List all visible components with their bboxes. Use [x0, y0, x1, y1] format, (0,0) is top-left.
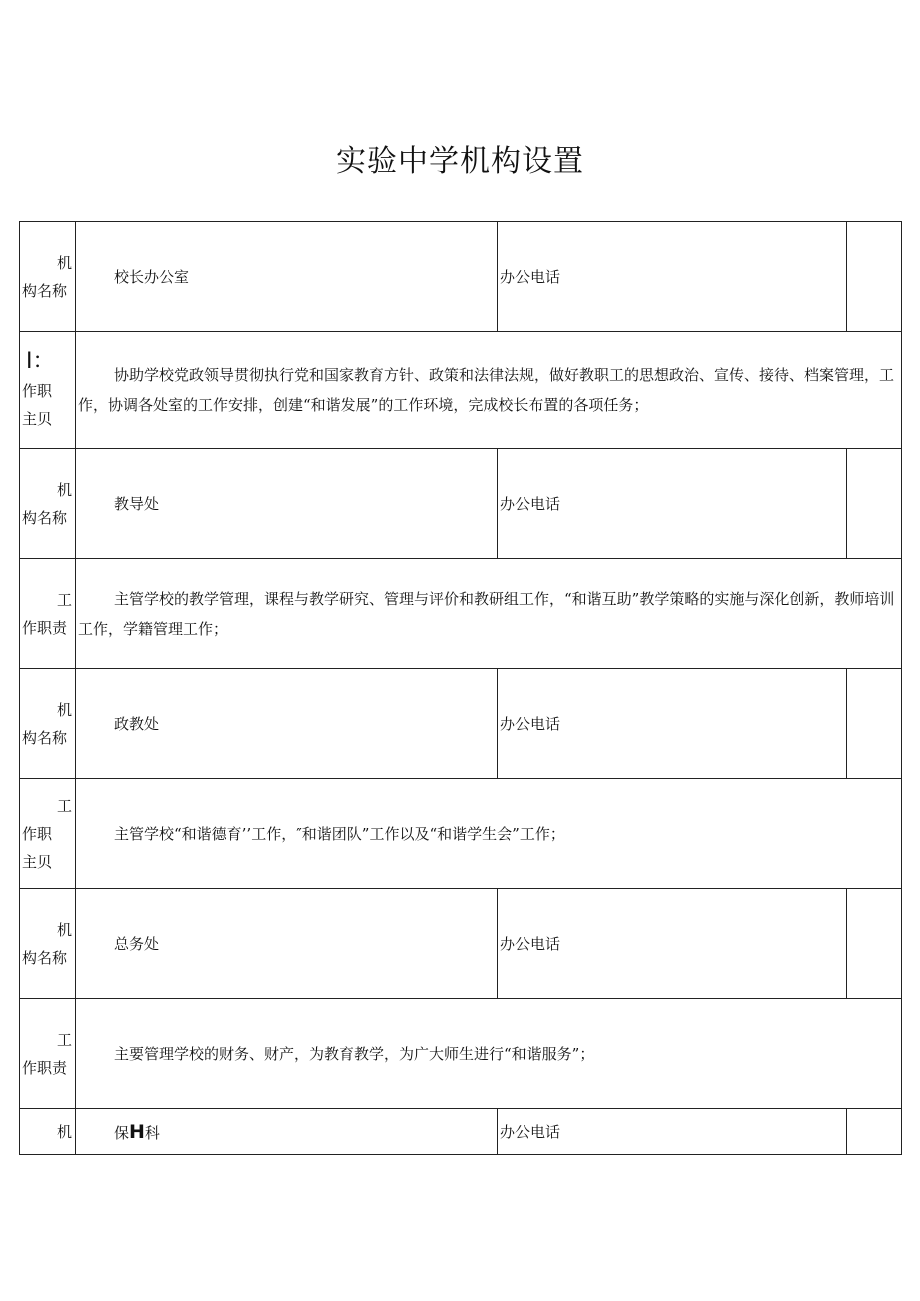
phone-value-cell: [847, 449, 902, 559]
phone-label: 办公电话: [498, 669, 847, 779]
table-row: [20, 889, 902, 999]
table-row: [20, 449, 902, 559]
duty-label-cell: [20, 999, 76, 1109]
phone-label: 办公电话: [498, 1109, 847, 1155]
duty-label-line-2: 作职责: [22, 1058, 68, 1077]
phone-value-cell: [847, 889, 902, 999]
name-label-line-1: 机: [56, 1122, 72, 1141]
duty-label-line-3: 主贝: [22, 410, 53, 428]
duty-text: 主要管理学校的财务、财产，为教育教学，为广大师生进行“和谐服务”；: [76, 999, 902, 1109]
table-row: [20, 779, 902, 889]
phone-label: 办公电话: [498, 449, 847, 559]
duty-text: 主管学校“和谐德育’’工作，″和谐团队”工作以及“和谐学生会”工作；: [76, 779, 902, 889]
department-name: [76, 1109, 498, 1155]
table-row: [20, 669, 902, 779]
duty-text: 协助学校党政领导贯彻执行党和国家教育方针、政策和法律法规，做好教职工的思想政治、宣传、接待、档案管理，工作，协调各处室的工作安排，创建“和谐发展”的工作环境，完成校长布置的各项任务；: [76, 332, 902, 449]
duty-label-line-1: 工: [56, 1030, 72, 1049]
department-name: 政教处: [76, 669, 498, 779]
table-row: [20, 332, 902, 449]
name-label-line-2: 构名称: [22, 948, 68, 967]
name-label-line-2: 构名称: [22, 728, 68, 747]
duty-label-line-1: 工: [56, 590, 72, 609]
duty-label-line-2: 作职: [22, 824, 53, 843]
name-label-line-2: 构名称: [22, 281, 68, 300]
name-label-line-1: 机: [56, 253, 72, 272]
duty-label-cell: [20, 559, 76, 669]
phone-label: 办公电话: [498, 222, 847, 332]
department-name: 教导处: [76, 449, 498, 559]
duty-label-line-1: I：: [26, 349, 55, 374]
department-name: 校长办公室: [76, 222, 498, 332]
phone-value-cell: [847, 222, 902, 332]
name-label-line-1: 机: [56, 700, 72, 719]
table-row: [20, 559, 902, 669]
organization-table: [19, 221, 902, 1155]
department-name: 总务处: [76, 889, 498, 999]
name-label-cell: [20, 222, 76, 332]
department-name-part-3: 科: [144, 1123, 160, 1142]
duty-label-cell: [20, 332, 76, 449]
department-name-part-1: 保: [114, 1123, 130, 1142]
name-label-cell: [20, 889, 76, 999]
duty-text: 主管学校的教学管理，课程与教学研究、管理与评价和教研组工作，“和谐互助”教学策略的实施与深化创新，教师培训工作，学籍管理工作；: [76, 559, 902, 669]
name-label-cell: [20, 449, 76, 559]
phone-value-cell: [847, 1109, 902, 1155]
duty-label-cell: [20, 779, 76, 889]
duty-label-line-1: 工: [56, 796, 72, 815]
duty-label-line-2: 作职责: [22, 618, 68, 637]
phone-label: 办公电话: [498, 889, 847, 999]
phone-value-cell: [847, 669, 902, 779]
table-row: [20, 1109, 902, 1155]
name-label-cell: [20, 1109, 76, 1155]
table-row: [20, 999, 902, 1109]
table-row: [20, 222, 902, 332]
duty-label-line-3: 主贝: [22, 852, 53, 871]
name-label-line-1: 机: [56, 480, 72, 499]
name-label-line-2: 构名称: [22, 508, 68, 527]
duty-label-line-2: 作职: [22, 382, 53, 400]
page-title: 实验中学机构设置: [336, 144, 584, 179]
name-label-line-1: 机: [56, 920, 72, 939]
department-name-part-2: H: [129, 1120, 145, 1143]
name-label-cell: [20, 669, 76, 779]
